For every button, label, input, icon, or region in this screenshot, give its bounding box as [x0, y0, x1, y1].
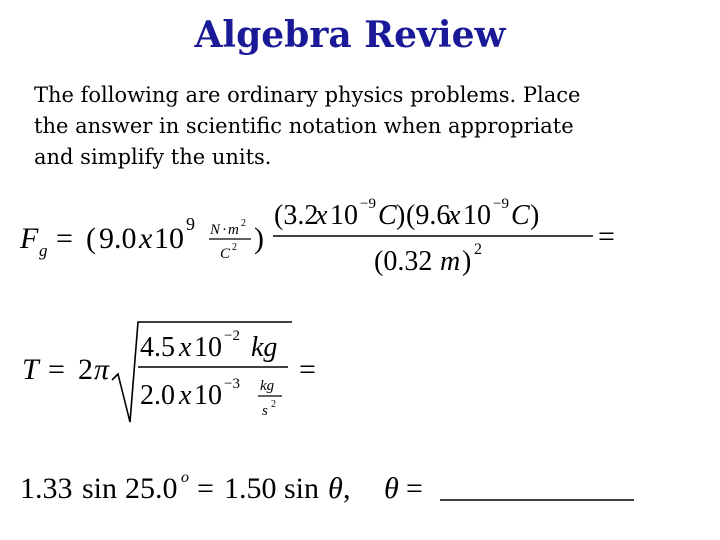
- eq1-unit-C: C: [220, 246, 231, 262]
- eq3-theta2: θ: [384, 472, 399, 505]
- eq2-den-ten: 10: [194, 380, 222, 411]
- eq1-F: F: [20, 222, 39, 255]
- eq2-two: 2: [78, 353, 93, 386]
- eq1-unit-N: N: [210, 222, 221, 238]
- eq1-unit-m: m: [228, 222, 239, 238]
- eq2-num-coef: 4.5: [140, 332, 175, 363]
- eq3-right-coef: 1.50: [224, 472, 277, 505]
- eq1-den-unit: m: [440, 246, 461, 277]
- eq1-num-a-unit: C: [378, 200, 397, 231]
- eq1-den-exp: 2: [474, 241, 482, 258]
- page-title: Algebra Review: [194, 14, 506, 56]
- eq1-den-close: ): [462, 246, 472, 277]
- eq1-num-b-x: x: [448, 200, 461, 231]
- eq1-num-b-ten: 10: [463, 200, 491, 231]
- eq1-g: g: [39, 241, 48, 260]
- eq1-num-a-exp: −9: [360, 196, 376, 212]
- equation-snell: [0, 462, 720, 512]
- eq1-den: (0.32: [374, 246, 433, 277]
- eq1-paren-open: (: [86, 222, 96, 255]
- eq1-num-a-x: x: [315, 200, 328, 231]
- eq1-ten: 10: [154, 222, 184, 255]
- eq2-num-exp: −2: [224, 328, 240, 344]
- eq1-num-b-unit: C: [511, 200, 530, 231]
- eq2-den-exp: −3: [224, 376, 240, 392]
- eq1-num-b-exp: −9: [493, 196, 509, 212]
- eq2-num-unit: kg: [251, 332, 278, 363]
- eq1-coef: 9.0: [99, 222, 137, 255]
- eq1-unit-dot: ·: [222, 222, 227, 238]
- eq1-num-b: (9.6: [406, 200, 451, 231]
- eq3-degree: o: [181, 469, 189, 486]
- eq1-num-a-close: ): [396, 200, 406, 231]
- eq3-sin1: sin: [82, 472, 118, 505]
- equation-gravity: [0, 190, 720, 290]
- eq1-num-b-close: ): [530, 200, 540, 231]
- eq3-theta: θ: [328, 472, 343, 505]
- instruction-line: and simplify the units.: [34, 145, 272, 169]
- instruction-line: the answer in scientific notation when appropriate: [34, 114, 574, 138]
- eq3-angle: 25.0: [125, 472, 178, 505]
- eq1-paren-close: ): [254, 222, 264, 255]
- instruction-line: The following are ordinary physics problems. Place: [34, 83, 581, 107]
- eq2-den-coef: 2.0: [140, 380, 175, 411]
- eq2-unit-s-exp: 2: [271, 399, 276, 410]
- eq2-den-x: x: [179, 380, 192, 411]
- eq2-num-x: x: [179, 332, 192, 363]
- eq3-left-coef: 1.33: [20, 472, 73, 505]
- eq2-T: T: [22, 353, 39, 386]
- eq3-equals: =: [197, 472, 214, 505]
- eq2-unit-s: s: [262, 403, 268, 419]
- eq2-pi: π: [94, 353, 110, 386]
- instructions: [34, 80, 704, 173]
- eq2-num-ten: 10: [194, 332, 222, 363]
- eq2-unit-kg: kg: [260, 378, 275, 394]
- eq3-comma: ,: [343, 472, 351, 505]
- eq3-sin2: sin: [284, 472, 320, 505]
- eq1-unit-m-exp: 2: [241, 218, 246, 229]
- eq1-equals: =: [56, 222, 73, 255]
- eq1-unit-C-exp: 2: [232, 242, 237, 253]
- eq2-equals: =: [48, 353, 65, 386]
- eq2-equals-right: =: [299, 353, 316, 386]
- eq3-equals2: =: [406, 472, 423, 505]
- equation-period: [0, 318, 720, 428]
- eq1-x: x: [139, 222, 153, 255]
- eq1-exp: 9: [186, 214, 195, 234]
- eq1-num-a-ten: 10: [330, 200, 358, 231]
- eq1-num-a: (3.2: [274, 200, 319, 231]
- eq1-equals-right: =: [598, 220, 615, 253]
